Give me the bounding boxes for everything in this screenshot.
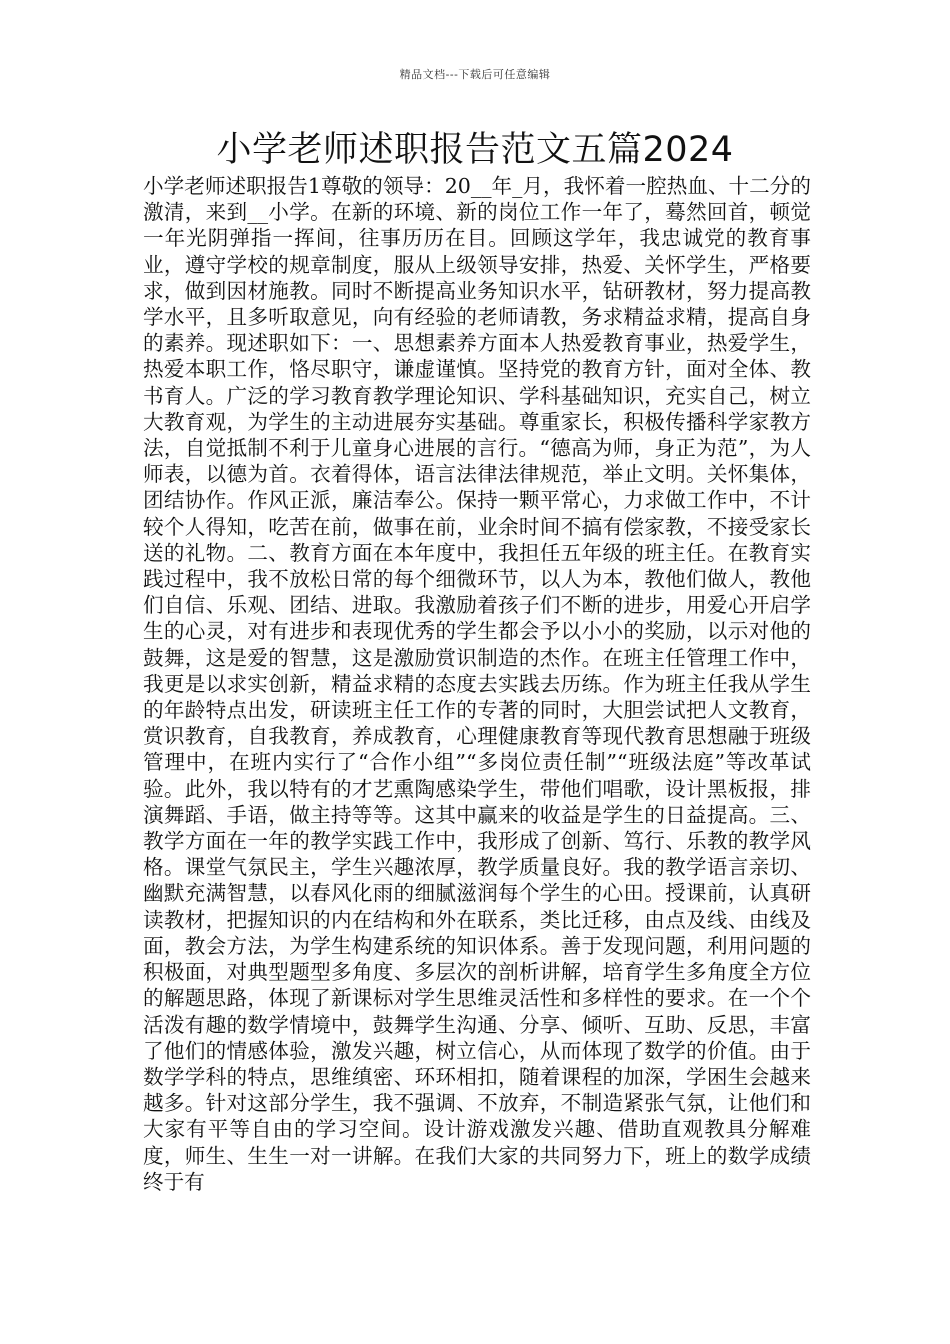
document-body-text: 小学老师述职报告1尊敬的领导：20__年_月，我怀着一腔热血、十二分的激清，来到__小学。在新的环境、新的岗位工作一年了，蓦然回首，顿觉一年光阴弹指一挥间，往事历历在目。回顾这学年，我忠诚党的教育事业，遵守学校的规章制度，服从上级领导安排，热爱、关怀学生，严格要求，做到因材施教。同时不断提高业务知识水平，钻研教材，努力提高教学水平，且多听取意见，向有经验的老师请教，务求精益求精，提高自身的素养。现述职如下：一、思想素养方面本人热爱教育事业，热爱学生，热爱本职工作，恪尽职守，谦虚谨慎。坚持党的教育方针，面对全体、教书育人。广泛的学习教育教学理论知识、学科基础知识，充实自己，树立大教育观，为学生的主动进展夯实基础。尊重家长，积极传播科学家教方法，自觉抵制不利于儿童身心进展的言行。“德高为师，身正为范”，为人师表，以德为首。衣着得体，语言法律法律规范，举止文明。关怀集体，团结协作。作风正派，廉洁奉公。保持一颗平常心，力求做工作中，不计较个人得知，吃苦在前，做事在前，业余时间不搞有偿家教，不接受家长送的礼物。二、教育方面在本年度中，我担任五年级的班主任。在教育实践过程中，我不放松日常的每个细微环节，以人为本，教他们做人，教他们自信、乐观、团结、进取。我激励着孩子们不断的进步，用爱心开启学生的心灵，对有进步和表现优秀的学生都会予以小小的奖励，以示对他的鼓舞，这是爱的智慧，这是激励赏识制造的杰作。在班主任管理工作中，我更是以求实创新，精益求精的态度去实践去历练。作为班主任我从学生的年龄特点出发，研读班主任工作的专著的同时，大胆尝试把人文教育，赏识教育，自我教育，养成教育，心理健康教育等现代教育思想融于班级管理中，在班内实行了“合作小组”“多岗位责任制”“班级法庭”等改革试验。此外，我以特有的才艺熏陶感染学生，带他们唱歌，设计黑板报，排演舞蹈、手语，做主持等等。这其中赢来的收益是学生的日益提高。三、教学方面在一年的教学实践工作中，我形成了创新、笃行、乐教的教学风格。课堂气氛民主，学生兴趣浓厚，教学质量良好。我的教学语言亲切、幽默充满智慧，以春风化雨的细腻滋润每个学生的心田。授课前，认真研读教材，把握知识的内在结构和外在联系，类比迁移，由点及线、由线及面，教会方法，为学生构建系统的知识体系。善于发现问题，利用问题的积极面，对典型题型多角度、多层次的剖析讲解，培育学生多角度全方位的解题思路，体现了新课标对学生思维灵活性和多样性的要求。在一个个活泼有趣的数学情境中，鼓舞学生沟通、分享、倾听、互助、反思，丰富了他们的情感体验，激发兴趣，树立信心，从而体现了数学的价值。由于数学学科的特点，思维缜密、环环相扣，随着课程的加深，学困生会越来越多。针对这部分学生，我不强调、不放弃，不制造紧张气氛，让他们和大家有平等自由的学习空间。设计游戏激发兴趣、借助直观教具分解难度，师生、生生一对一讲解。在我们大家的共同努力下，班上的数学成绩终于有 xyxy=(143,174,811,1194)
document-title: 小学老师述职报告范文五篇2024 xyxy=(216,130,734,170)
page-header-note: 精品文档---下载后可任意编辑 xyxy=(399,68,551,81)
